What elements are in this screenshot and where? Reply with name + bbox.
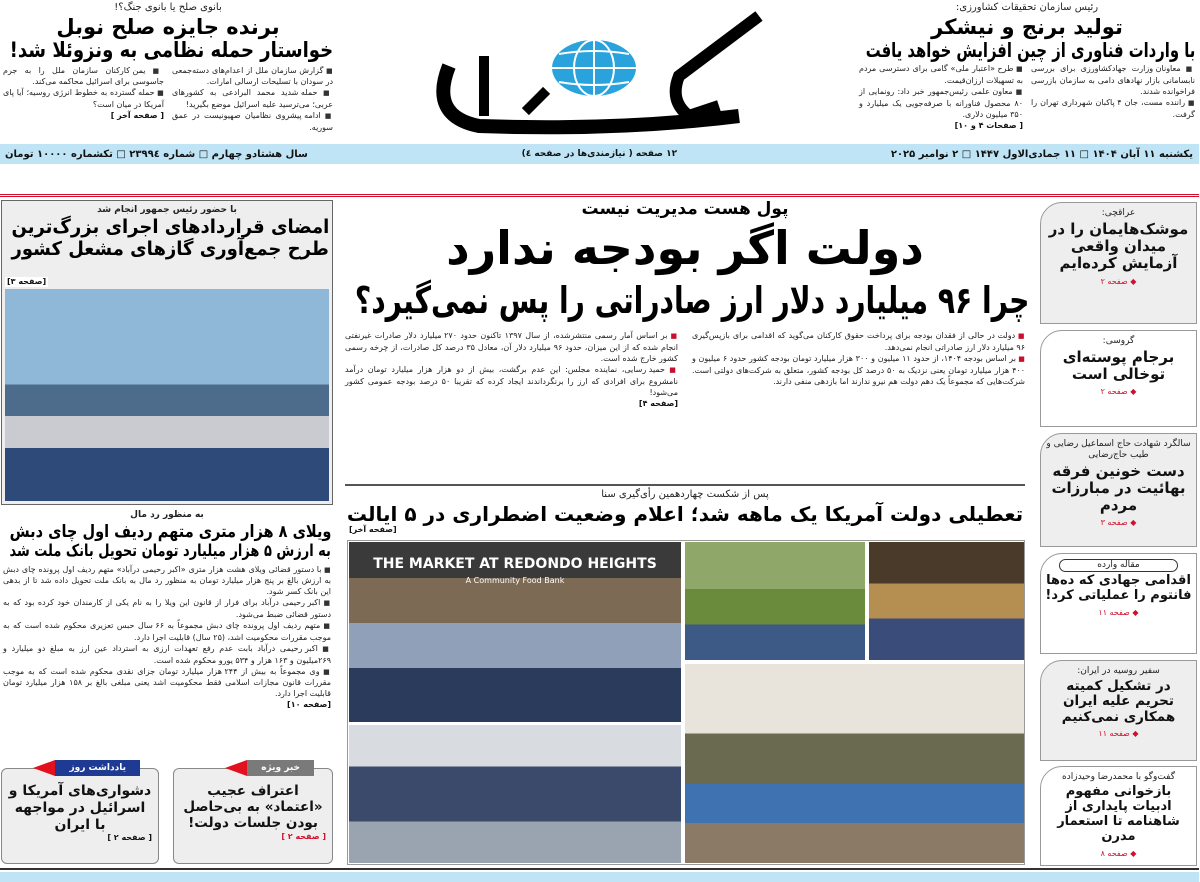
bullet: ■ گزارش سازمان ملل از اعدام‌های دسته‌جمعی در سودان با تسلیحات ارسالی امارات. [173,65,334,88]
page-ref: [ صفحه ۲ ] [108,833,153,843]
headline: تعطیلی دولت آمریکا یک ماهه شد؛ اعلام وضعیت اضطراری در ۵ ایالت [347,501,1025,526]
bullet: ■ معاونان وزارت جهادکشاورزی برای بررسی نابسامانی بازار نهادهای دامی به سازمان بازرسی فراخوانده شدند. [1032,63,1196,97]
kicker: رئیس سازمان تحقیقات کشاورزی: [956,2,1100,13]
headline-line: به ارزش ۵ هزار میلیارد تومان تحویل بانک ملت شد [10,541,332,561]
divider [0,194,1200,197]
page-count: ۱۲ صفحه ( نیازمندی‌ها در صفحه ٤) [522,149,679,159]
sidebar-item[interactable] [1041,330,1198,427]
sidebar-item[interactable] [1041,433,1198,547]
bullet: ■ دولت در حالی از فقدان بودجه برای پرداخت حقوق کارکنان می‌گوید که اقدامی برای بازپس‌گیری ۹۶ میلیارد دلار ارز صادراتی انجام نمی‌دهد. [693,330,1026,353]
bottom-bar [0,872,1200,882]
headline-line: دولت اگر بودجه ندارد [447,221,925,276]
headline: دشواری‌های آمریکا و اسرائیل در مواجهه با ایران [9,783,153,833]
tag-special-news: خبر ویژه [248,760,315,776]
bullet: ■ بر اساس بودجه ۱۴۰۴، از حدود ۱۱ میلیون و ۳۰۰ هزار میلیارد تومان بودجه کشور حدود ۶ میلیون و ۴۰۰ هزار میلیارد تومان یعنی نزدیک به ۵۰ درصد کل بودجه کشور، متعلق به شرکت‌های دولتی است. شرکت‌هایی که مجموعاً یک دهم دولت هم نیرو ندارند اما بازدهی منفی دارند. [693,353,1026,387]
daily-note-box[interactable] [2,763,160,864]
bullet: ■ راننده مست، جان ۴ پاکبان شهرداری تهران را گرفت. [1032,97,1196,120]
tag-daily-note: یادداشت روز [56,760,141,776]
page-ref: ◆ صفحه ۱۱ [1046,729,1193,738]
villa-story [4,510,332,710]
us-shutdown-story [342,489,1030,534]
issue-date: یکشنبه ۱۱ آبان ۱۴۰۴ □ ۱۱ جمادی‌الاول ۱۴۴۷ □ ۲ نوامبر ۲۰۲۵ [891,148,1194,160]
headline: اعتراف عجیب «اعتماد» به بی‌حاصل بودن جلسات دولت! [184,783,324,832]
kicker: سفیر روسیه در ایران: [1078,666,1161,676]
bullet: ■ حمله گسترده به خطوط انرژی روسیه؛ آیا پای آمریکا در میان است؟ [4,87,165,110]
photo-contract-ceremony [6,289,330,501]
page-ref: ◆ صفحه ۳ [1046,518,1193,527]
date-bar [0,144,1200,164]
kicker: با حضور رئیس جمهور انجام شد [98,205,238,215]
kicker: گروسی: [1103,336,1136,346]
headline-line: با واردات فناوری از چین افزایش خواهد یافت [866,38,1196,63]
bullet: ■ یمن کارکنان سازمان ملل را به جرم جاسوسی برای اسرائیل محاکمه می‌کند. [4,65,165,88]
page-ref: ◆ صفحه ۲ [1046,387,1193,396]
headline-line: برنده جایزه صلح نوبل [57,14,281,39]
bullet: ■ با دستور قضائی ویلای هشت هزار متری «اکبر رحیمی درآباد» متهم ردیف اول پرونده چای دبش به ارزش بالغ بر پنج هزار میلیارد تومان به منظور رد مال به بانک ملت تحویل داده شد تا از بدهی این بانک کسر شود. [4,564,332,598]
kicker: گفت‌وگو با محمدرضا وحیدزاده [1063,772,1176,782]
kicker: بانوی صلح یا بانوی جنگ؟! [115,2,223,13]
photo-sign-sub: A Community Food Bank [466,576,566,585]
page-ref: [صفحه ۳] [8,277,48,286]
page-ref: [ صفحه ۲ ] [282,831,327,841]
globe-icon [420,6,780,136]
photo-volunteers [870,542,1025,660]
page-ref: ◆ صفحه ۱۱ [1046,608,1193,617]
headline: دست خونین فرقه بهائیت در مبارزات مردم [1052,461,1187,515]
main-story [342,200,1030,409]
divider [0,868,1200,870]
page-ref: [ صفحات ۴ و ۱۰] [955,120,1024,130]
kicker: پول هست مدیریت نیست [582,199,790,219]
headline: در تشکیل کمیته تحریم علیه ایران همکاری نمی‌کنیم [1062,677,1177,725]
bullet: ■ وی مجموعاً به بیش از ۲۴۴ هزار میلیارد تومان جزای نقدی محکوم شده است که به موجب مقررات قانون مجازات اسلامی فقط محکومیت اشد یعنی مبلغی بالغ بر ۱۵۸ هزار میلیارد تومان قابلیت اجرا دارد. [4,666,332,700]
headline: بازخوانی مفهوم ادبیات پایداری از شاهنامه تا استعمار مدرن [1058,783,1181,844]
photo-market-queue [350,725,682,863]
photo-food-line-soldier [686,664,1025,863]
page-ref: ◆ صفحه ۸ [1046,849,1193,858]
kicker: مقاله وارده [1060,559,1179,572]
headline: اقدامی جهادی که ده‌ها فانتوم را عملیاتی کرد! [1046,572,1193,603]
photo-park-crowd [686,542,866,660]
headline: موشک‌هایمان را در میدان واقعی آزمایش کرده‌ایم [1049,219,1190,273]
bullet: ■ ادامه پیشروی نظامیان صهیونیست در عمق سوریه. [173,110,334,133]
bullet: ■ اکبر رحیمی درآباد برای فرار از قانون این ویلا را به نام یکی از کارمندان خود کرده بود که به دستور قضائی ضبط می‌شود. [4,597,332,620]
bullet: ■ حمید رسایی، نماینده مجلس: این عدم برگشت، بیش از دو هزار هزار میلیارد تومان درآمد نامشروع برای افرادی که ارز را برنگرداندند ایجاد کرده که تقریبا ۵۰ درصد بودجه عمومی کشور می‌شود! [346,364,679,398]
special-news-box[interactable] [174,763,334,864]
bullet: ■ اکبر رحیمی درآباد بابت عدم رفع تعهدات ارزی به استرداد عین ارز به مبلغ دو میلیارد و ۲۶۹میلیون و ۱۶۳ هزار و ۵۳۴ یورو محکوم شده است. [4,643,332,666]
headline-line: ویلای ۸ هزار متری متهم ردیف اول چای دبش [10,522,332,543]
bullet: ■ معاون علمی رئیس‌جمهور خبر داد: رونمایی از ۸۰ محصول فناورانه با صرفه‌جویی یک میلیارد و ۳۵۰ میلیون دلاری. [860,86,1024,120]
issue-number: سال هشتادو چهارم □ شماره ۲۳۹۹٤ □ تکشماره ۱۰۰۰۰ تومان [6,148,309,160]
photo-food-bank-line [350,542,682,722]
kicker: به منظور رد مال [131,510,205,520]
bullet: ■ بر اساس آمار رسمی منتشرشده، از سال ۱۳۹۷ تاکنون حدود ۲۷۰ میلیارد دلار صادرات غیرنفتی انجام شده که از این میزان، حدود ۹۶ میلیارد دلار آن، معادل ۳۵ درصد کل صادرات، از چرخه رسمی کشور خارج شده است. [346,330,679,364]
kicker: سالگرد شهادت حاج اسماعیل رضایی و طیب حاج‌رضایی [1047,439,1192,460]
headline-line: خواستار حمله نظامی به ونزوئلا شد! [10,38,334,63]
page-ref: ◆ صفحه ۲ [1046,277,1193,286]
sidebar-item[interactable] [1041,553,1198,654]
top-left-story [4,2,334,133]
bullet: ■ متهم ردیف اول پرونده چای دبش مجموعاً به ۶۶ سال حبس تعزیری محکوم شده است که به موجب مقررات محکومیت اشد، (۲۵ سال) قابلیت اجرا دارد. [4,620,332,643]
photo-sign: THE MARKET AT REDONDO HEIGHTS [374,556,658,572]
headline-line: چرا ۹۶ میلیارد دلار ارز صادراتی را پس نمی‌گیرد؟ [355,279,1030,323]
gas-story [2,200,334,505]
sidebar-item[interactable] [1041,202,1198,324]
kicker: عراقچی: [1102,208,1137,218]
masthead-logo [420,6,780,136]
sidebar-item[interactable] [1041,766,1198,866]
headline: برجام پوسته‌ای توخالی است [1063,347,1176,384]
headline-line: تولید برنج و نیشکر [932,14,1124,39]
sidebar-item[interactable] [1041,660,1198,761]
kicker: پس از شکست چهاردهمین رأی‌گیری سنا [602,489,770,500]
divider [346,484,1026,486]
headline-line: امضای قراردادهای اجرای بزرگ‌ترین [12,216,330,239]
page-ref: [صفحه ۴] [639,398,679,408]
top-right-story [860,2,1196,131]
headline-line: طرح جمع‌آوری گازهای مشعل کشور [12,237,330,260]
page-ref: [صفحه ۱۰] [288,700,332,710]
page-ref: [صفحه آخر] [350,524,398,534]
bullet: ■ طرح «اعتبار ملی» گامی برای دسترسی مردم به تسهیلات ارزان‌قیمت. [860,63,1024,86]
bullet: ■ حمله شدید محمد البرادعی به کشورهای عربی؛ می‌ترسید علیه اسرائیل موضع بگیرید! [173,87,334,110]
page-ref: [ صفحه آخر ] [111,110,165,120]
